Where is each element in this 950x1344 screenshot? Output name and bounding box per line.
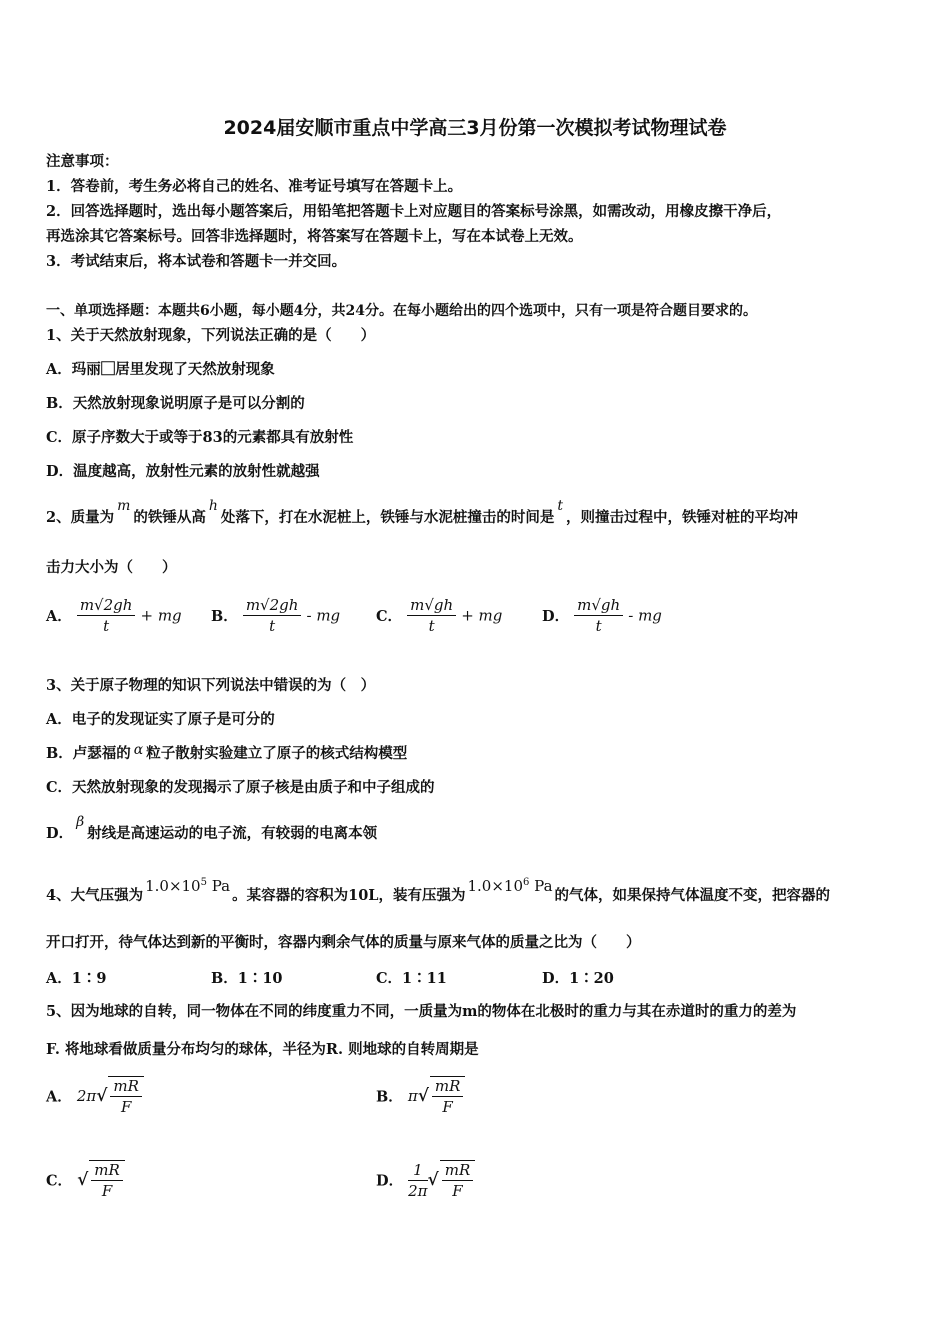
- notice-item-3: 3．考试结束后，将本试卷和答题卡一并交回。: [46, 253, 347, 270]
- q2-text-2: 的铁锤从高: [133, 509, 206, 526]
- q2-option-c-tail: + mg: [461, 606, 503, 625]
- q4-text-1: 4、大气压强为: [46, 887, 144, 904]
- q5-option-d-fraction: [440, 1160, 476, 1200]
- q3-option-a: A．电子的发现证实了原子是可分的: [46, 711, 275, 728]
- q5-option-c-numerator: mR: [91, 1161, 123, 1181]
- q4-text-3: 的气体，如果保持气体温度不变，把容器的: [554, 887, 831, 904]
- q5-option-b-coefficient: π: [407, 1087, 418, 1105]
- q2-stem-line1: [46, 498, 799, 528]
- q1-option-a: A．玛丽⃞居里发现了天然放射现象: [46, 361, 275, 378]
- q2-option-d-fraction: [574, 596, 623, 635]
- q5-option-a-radical-icon: √: [96, 1086, 108, 1106]
- q3-option-d-text-2: 射线是高速运动的电子流，有较弱的电离本领: [87, 825, 378, 842]
- q2-option-c-numerator: m√gh: [407, 596, 456, 616]
- q5-option-a: [46, 1076, 144, 1116]
- q4-pressure-1: [145, 877, 230, 895]
- q5-option-a-fraction: [108, 1076, 144, 1116]
- q2-option-a-label: A．: [46, 608, 72, 625]
- q5-option-d-radical-icon: √: [427, 1170, 439, 1190]
- q5-option-d-denominator: F: [452, 1182, 463, 1200]
- notice-heading: 注意事项：: [46, 153, 119, 170]
- q5-option-b-denominator: F: [442, 1098, 453, 1116]
- q5-option-d-coef-numerator: 1: [408, 1161, 427, 1181]
- q5-option-c-fraction: [89, 1160, 125, 1200]
- q4-pressure-1-exponent: 5: [200, 877, 207, 888]
- q4-text-2: 。某容器的容积为10L，装有压强为: [232, 887, 466, 904]
- q2-option-c-label: C．: [376, 608, 403, 625]
- q5-option-a-coefficient: 2π: [76, 1087, 97, 1105]
- q3-option-b-text-2: 粒子散射实验建立了原子的核式结构模型: [146, 745, 408, 762]
- q2-option-a-tail: + mg: [140, 606, 182, 625]
- notice-item-2-cont: 再选涂其它答案标号。回答非选择题时，将答案写在答题卡上，写在本试卷上无效。: [46, 228, 583, 245]
- q2-option-b: [211, 596, 340, 635]
- q2-option-c: [376, 596, 502, 635]
- q5-option-c: [46, 1160, 125, 1200]
- q2-option-b-numerator: m√2gh: [243, 596, 302, 616]
- q3-option-d: [46, 814, 378, 844]
- q4-stem-line1: [46, 877, 831, 906]
- q3-symbol-beta: β: [76, 814, 85, 830]
- q2-option-a-numerator: m√2gh: [77, 596, 136, 616]
- q3-option-c: C．天然放射现象的发现揭示了原子核是由质子和中子组成的: [46, 779, 435, 796]
- q2-option-d-denominator: t: [595, 617, 602, 635]
- q4-option-d: D．1∶20: [542, 970, 614, 987]
- q1-option-b: B．天然放射现象说明原子是可以分割的: [46, 395, 305, 412]
- q2-option-d-label: D．: [542, 608, 570, 625]
- q5-option-d-coefficient: [408, 1161, 427, 1200]
- q2-text-3: 处落下，打在水泥桩上，铁锤与水泥桩撞击的时间是: [220, 509, 555, 526]
- q5-option-b-label: B．: [376, 1088, 403, 1106]
- q2-text-4: ，则撞击过程中，铁锤对桩的平均冲: [566, 509, 799, 526]
- q2-option-d-numerator: m√gh: [574, 596, 623, 616]
- q4-option-a: A．1∶9: [46, 970, 107, 987]
- q2-text-1: 2、质量为: [46, 509, 115, 526]
- q5-option-c-label: C．: [46, 1172, 73, 1190]
- q2-option-b-denominator: t: [269, 617, 276, 635]
- q4-pressure-1-unit: Pa: [206, 877, 231, 895]
- q1-option-c: C．原子序数大于或等于83的元素都具有放射性: [46, 429, 354, 446]
- q2-option-a-denominator: t: [103, 617, 110, 635]
- exam-title: 2024届安顺市重点中学高三3月份第一次模拟考试物理试卷: [223, 117, 727, 139]
- q4-pressure-2-exponent: 6: [523, 877, 530, 888]
- q2-option-b-fraction: [243, 596, 302, 635]
- q2-option-d-tail: - mg: [628, 606, 662, 625]
- q5-option-b-fraction: [430, 1076, 466, 1116]
- q2-option-b-label: B．: [211, 608, 238, 625]
- q2-option-c-fraction: [407, 596, 456, 635]
- q4-pressure-2-unit: Pa: [529, 877, 553, 895]
- notice-item-1: 1．答卷前，考生务必将自己的姓名、准考证号填写在答题卡上。: [46, 178, 463, 195]
- q2-option-a-fraction: [77, 596, 136, 635]
- q1-option-d: D．温度越高，放射性元素的放射性就越强: [46, 463, 320, 480]
- q3-option-b: [46, 744, 407, 764]
- q5-option-d: [376, 1160, 475, 1200]
- q3-option-d-text-1: D．: [46, 825, 74, 842]
- q5-option-b: [376, 1076, 465, 1116]
- q5-option-b-numerator: mR: [432, 1077, 464, 1097]
- q2-option-b-tail: - mg: [306, 606, 341, 625]
- q5-option-c-denominator: F: [101, 1182, 113, 1200]
- q4-stem-line2: 开口打开，待气体达到新的平衡时，容器内剩余气体的质量与原来气体的质量之比为（ ）: [46, 934, 641, 951]
- q3-symbol-alpha: α: [133, 742, 144, 758]
- q2-symbol-m: m: [117, 498, 131, 514]
- q2-option-c-denominator: t: [428, 617, 435, 635]
- q5-option-c-radical-icon: √: [77, 1170, 89, 1190]
- q2-option-a: [46, 596, 182, 635]
- q2-stem-line2: 击力大小为（ ）: [46, 559, 177, 576]
- q5-stem-line2: F. 将地球看做质量分布均匀的球体，半径为R. 则地球的自转周期是: [46, 1041, 479, 1058]
- q5-option-a-denominator: F: [120, 1098, 132, 1116]
- q5-option-d-coef-denominator: 2π: [408, 1181, 428, 1200]
- q4-pressure-2-base: 1.0×10: [467, 877, 524, 895]
- q3-stem: 3、关于原子物理的知识下列说法中错误的为（ ）: [46, 677, 376, 694]
- q4-option-c: C．1∶11: [376, 970, 447, 987]
- section-heading: 一、单项选择题：本题共6小题，每小题4分，共24分。在每小题给出的四个选项中，只有一项是符合题目要求的。: [46, 303, 757, 319]
- q5-option-a-numerator: mR: [110, 1077, 142, 1097]
- q3-option-b-text-1: B．卢瑟福的: [46, 745, 131, 762]
- q5-stem-line1: 5、因为地球的自转，同一物体在不同的纬度重力不同，一质量为m的物体在北极时的重力与其在赤道时的重力的差为: [46, 1003, 797, 1020]
- q5-option-d-label: D．: [376, 1172, 404, 1190]
- q4-pressure-2: [468, 877, 553, 895]
- q4-pressure-1-base: 1.0×10: [145, 877, 201, 895]
- q5-option-a-label: A．: [46, 1088, 72, 1106]
- q2-symbol-h: h: [208, 498, 218, 514]
- q2-symbol-t: t: [557, 498, 564, 514]
- q1-stem: 1、关于天然放射现象，下列说法正确的是（ ）: [46, 327, 376, 344]
- notice-item-2: 2．回答选择题时，选出每小题答案后，用铅笔把答题卡上对应题目的答案标号涂黑，如需改动，用橡皮擦干净后，: [46, 203, 782, 220]
- q5-option-b-radical-icon: √: [417, 1086, 429, 1106]
- q5-option-d-numerator: mR: [442, 1161, 474, 1181]
- q2-option-d: [542, 596, 662, 635]
- q4-option-b: B．1∶10: [211, 970, 283, 987]
